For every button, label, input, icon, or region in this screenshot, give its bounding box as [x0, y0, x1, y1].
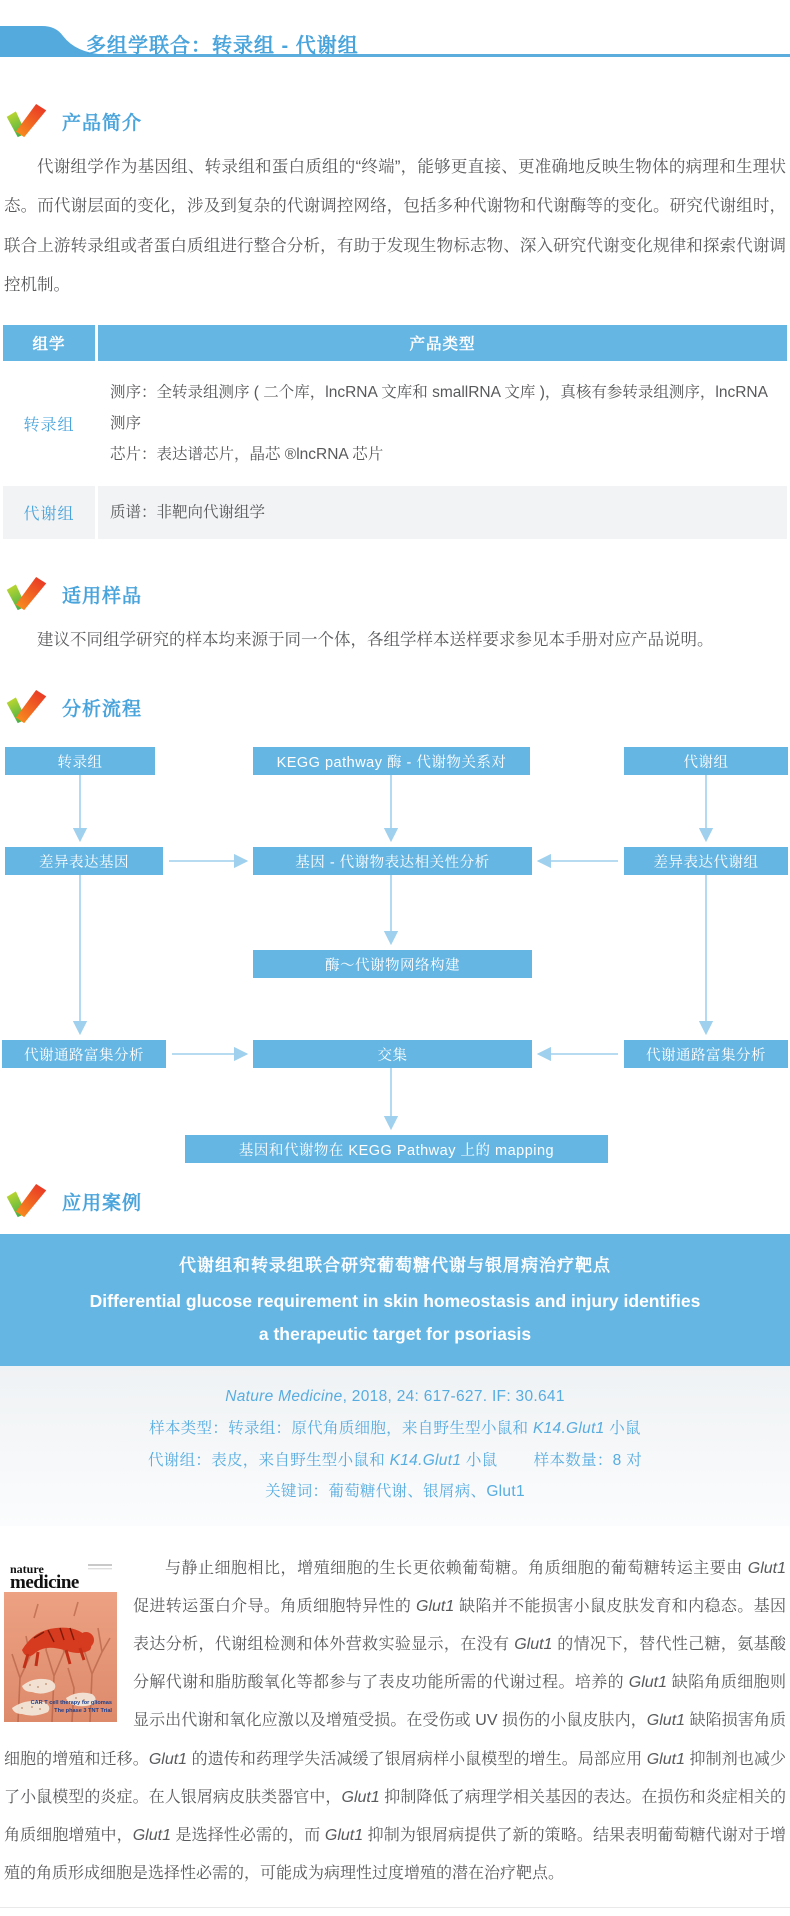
node-pathway-left: 代谢通路富集分析: [2, 1040, 166, 1068]
table-cell-desc: [98, 486, 787, 539]
table-cell-omics: 代谢组: [3, 486, 95, 539]
node-intersection: 交集: [253, 1040, 532, 1068]
desc-line: 质谱：非靶向代谢组学: [110, 504, 266, 522]
page-title: 多组学联合：转录组 - 代谢组: [86, 35, 359, 57]
case-title-en: a therapeutic target for psoriasis: [258, 1323, 532, 1344]
section-workflow-header: [5, 690, 790, 724]
citation-sample-type: 样本类型：转录组：原代角质细胞，来自野生型小鼠和 K14.Glut1 小鼠: [149, 1419, 641, 1437]
page-header: [0, 0, 790, 66]
desc-line: 测序：全转录组测序 ( 二个库，lncRNA 文库和 smallRNA 文库 )，真核有参转录组测序，lncRNA 测序: [110, 384, 768, 433]
node-kegg-pairs: KEGG pathway 酶 - 代谢物关系对: [253, 747, 530, 775]
journal-cover-image: [4, 1558, 117, 1722]
section-case-title: 应用案例: [62, 1192, 143, 1214]
cover-masthead-main: medicine: [10, 1572, 79, 1594]
check-v-icon: [5, 1184, 47, 1218]
section-case-header: [5, 1184, 790, 1218]
section-intro-header: [5, 104, 790, 138]
table-cell-desc: [98, 364, 787, 483]
bottom-divider: [0, 1893, 790, 1908]
node-deg: 差异表达基因: [5, 847, 163, 875]
node-metabolome: 代谢组: [624, 747, 788, 775]
table-row: [3, 364, 787, 483]
case-body-text: 与静止细胞相比，增殖细胞的生长更依赖葡萄糖。角质细胞的葡萄糖转运主要由 Glut1 促进转运蛋白介导。角质细胞特异性的 Glut1 缺陷并不能损害小鼠皮肤发育和内稳态。基因表达分析，代谢组检测和体外营救实验显示，在没有 Glut1 的情况下，替代性己糖，氨基酸分解代谢和脂肪酸氧化等都参与了表皮功能所需的代谢过程。培养的 Glut1 缺陷角质细胞则显示出代谢和氧化应激以及增殖受损。在受伤或 UV 损伤的小鼠皮肤内，Glut1 缺陷损害角质细胞的增殖和迁移。Glut1 的遗传和药理学失活减缓了银屑病样小鼠模型的增生。局部应用 Glut1 抑制剂也减少了小鼠模型的炎症。在人银屑病皮肤类器官中，Glut1 抑制降低了病理学相关基因的表达。在损伤和炎症相关的角质细胞增殖中，Glut1 是选择性必需的，而 Glut1 抑制为银屑病提供了新的策略。结果表明葡萄糖代谢对于增殖的角质形成细胞是选择性必需的，可能成为病理性过度增殖的潜在治疗靶点。: [4, 1560, 786, 1882]
case-title-cn: 代谢组和转录组联合研究葡萄糖代谢与银屑病治疗靶点: [179, 1256, 611, 1276]
product-table: [3, 325, 787, 539]
node-mapping: 基因和代谢物在 KEGG Pathway 上的 mapping: [185, 1135, 608, 1163]
cover-caption-1: CAR T cell therapy for gliomas: [30, 1700, 112, 1707]
section-samples-header: [5, 577, 790, 611]
samples-paragraph: 建议不同组学研究的样本均来源于同一个体，各组学样本送样要求参见本手册对应产品说明。: [37, 631, 714, 650]
intro-paragraph: 代谢组学作为基因组、转录组和蛋白质组的“终端”，能够更直接、更准确地反映生物体的病理和生理状态。而代谢层面的变化，涉及到复杂的代谢调控网络，包括多种代谢物和代谢酶等的变化。研究代谢组时，联合上游转录组或者蛋白质组进行整合分析，有助于发现生物标志物、深入研究代谢变化规律和探索代谢调控机制。: [4, 158, 786, 294]
section-intro-title: 产品简介: [62, 112, 143, 134]
check-v-icon: [5, 577, 47, 611]
desc-line: 芯片：表达谱芯片，晶芯 ®lncRNA 芯片: [110, 446, 384, 464]
table-header-omics: 组学: [3, 325, 95, 361]
cover-masthead-top: nature: [10, 1562, 44, 1577]
citation-sample-detail: 代谢组：表皮，来自野生型小鼠和 K14.Glut1 小鼠 样本数量：8 对: [148, 1451, 642, 1469]
table-header-row: [3, 325, 787, 361]
citation-keywords: 关键词：葡萄糖代谢、银屑病、Glut1: [265, 1483, 525, 1501]
case-citation: [0, 1366, 790, 1526]
section-workflow-title: 分析流程: [62, 698, 143, 720]
case-banner: [0, 1234, 790, 1366]
case-body: [4, 1550, 786, 1893]
section-samples-title: 适用样品: [62, 585, 143, 607]
case-title-en: Differential glucose requirement in skin homeostasis and injury identifies: [89, 1291, 701, 1312]
node-dem: 差异表达代谢组: [624, 847, 788, 875]
table-header-type: 产品类型: [98, 325, 787, 361]
table-row: [3, 486, 787, 539]
node-transcriptome: 转录组: [5, 747, 155, 775]
citation-journal: Nature Medicine, 2018, 24: 617-627. IF: 30.641: [225, 1388, 565, 1406]
check-v-icon: [5, 690, 47, 724]
node-pathway-right: 代谢通路富集分析: [624, 1040, 788, 1068]
node-network: 酶～代谢物网络构建: [253, 950, 532, 978]
workflow-diagram: [0, 738, 790, 1174]
node-correlation: 基因 - 代谢物表达相关性分析: [253, 847, 532, 875]
table-cell-omics: 转录组: [23, 417, 75, 435]
check-v-icon: [5, 104, 47, 138]
cover-caption-2: The phase 3 TNT Trial: [54, 1708, 112, 1715]
